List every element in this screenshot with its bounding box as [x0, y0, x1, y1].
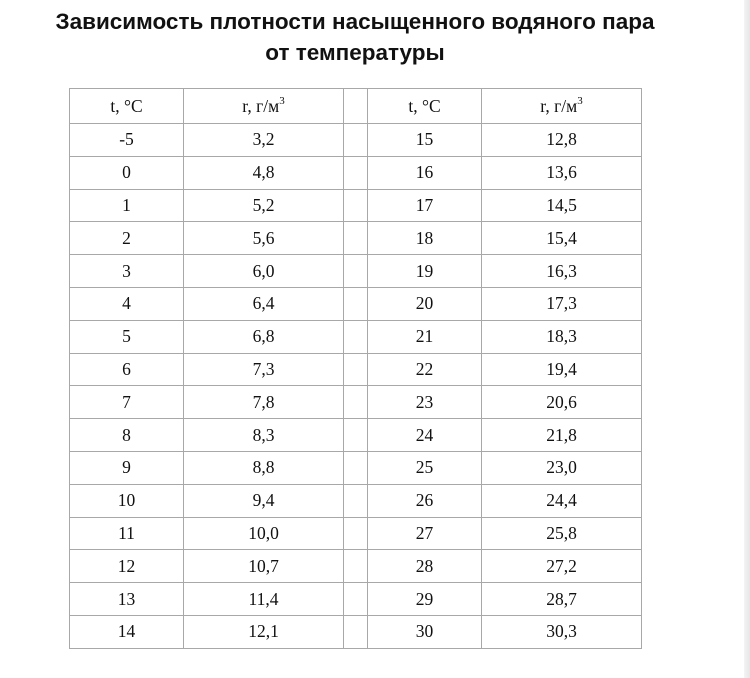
table-row: [70, 451, 642, 484]
temperature-cell: 18: [368, 222, 482, 255]
column-gap: [344, 320, 368, 353]
density-cell: 8,3: [184, 419, 344, 452]
density-cell: 13,6: [482, 156, 642, 189]
temperature-cell: 19: [368, 255, 482, 288]
column-gap: [344, 222, 368, 255]
temperature-cell: 16: [368, 156, 482, 189]
header-density-left: r, $г/м^3$: [184, 89, 344, 124]
density-cell: 16,3: [482, 255, 642, 288]
temperature-cell: 3: [70, 255, 184, 288]
temperature-cell: 5: [70, 320, 184, 353]
column-gap: [344, 189, 368, 222]
density-cell: 24,4: [482, 484, 642, 517]
density-cell: 17,3: [482, 287, 642, 320]
table-body: [70, 124, 642, 649]
temperature-cell: 17: [368, 189, 482, 222]
temperature-cell: 12: [70, 550, 184, 583]
temperature-cell: 30: [368, 615, 482, 648]
density-cell: 27,2: [482, 550, 642, 583]
density-cell: 20,6: [482, 386, 642, 419]
density-cell: 6,8: [184, 320, 344, 353]
density-cell: 15,4: [482, 222, 642, 255]
density-cell: 18,3: [482, 320, 642, 353]
density-cell: 10,7: [184, 550, 344, 583]
table-row: [70, 222, 642, 255]
table-row: [70, 419, 642, 452]
column-gap: [344, 517, 368, 550]
temperature-cell: 23: [368, 386, 482, 419]
column-gap: [344, 451, 368, 484]
header-density-right: r, $г/м^3$: [482, 89, 642, 124]
temperature-cell: 10: [70, 484, 184, 517]
column-gap: [344, 484, 368, 517]
temperature-cell: 21: [368, 320, 482, 353]
density-cell: 12,8: [482, 124, 642, 157]
temperature-cell: 26: [368, 484, 482, 517]
temperature-cell: 27: [368, 517, 482, 550]
temperature-cell: 14: [70, 615, 184, 648]
column-gap: [344, 89, 368, 124]
table-row: [70, 353, 642, 386]
column-gap: [344, 353, 368, 386]
temperature-cell: 25: [368, 451, 482, 484]
temperature-cell: 20: [368, 287, 482, 320]
density-cell: 9,4: [184, 484, 344, 517]
column-gap: [344, 287, 368, 320]
density-cell: 25,8: [482, 517, 642, 550]
density-cell: 5,2: [184, 189, 344, 222]
temperature-cell: 22: [368, 353, 482, 386]
temperature-cell: 0: [70, 156, 184, 189]
page-title: [0, 6, 710, 68]
column-gap: [344, 550, 368, 583]
temperature-cell: 7: [70, 386, 184, 419]
density-cell: 23,0: [482, 451, 642, 484]
table-row: [70, 189, 642, 222]
density-cell: 6,4: [184, 287, 344, 320]
density-cell: 30,3: [482, 615, 642, 648]
density-cell: 28,7: [482, 583, 642, 616]
table-row: [70, 156, 642, 189]
density-cell: 7,3: [184, 353, 344, 386]
header-temperature-right: t, °C: [368, 89, 482, 124]
temperature-cell: 4: [70, 287, 184, 320]
density-cell: 12,1: [184, 615, 344, 648]
density-cell: 8,8: [184, 451, 344, 484]
density-cell: 19,4: [482, 353, 642, 386]
temperature-cell: 28: [368, 550, 482, 583]
density-cell: 3,2: [184, 124, 344, 157]
header-temperature-left: t, °C: [70, 89, 184, 124]
column-gap: [344, 124, 368, 157]
table-row: [70, 287, 642, 320]
temperature-cell: 24: [368, 419, 482, 452]
density-cell: 10,0: [184, 517, 344, 550]
density-table: [69, 88, 642, 649]
temperature-cell: 1: [70, 189, 184, 222]
column-gap: [344, 386, 368, 419]
table-row: [70, 615, 642, 648]
temperature-cell: 11: [70, 517, 184, 550]
table-row: [70, 517, 642, 550]
temperature-cell: 6: [70, 353, 184, 386]
density-cell: 5,6: [184, 222, 344, 255]
temperature-cell: 15: [368, 124, 482, 157]
temperature-cell: 8: [70, 419, 184, 452]
column-gap: [344, 156, 368, 189]
table-row: [70, 124, 642, 157]
table-row: [70, 386, 642, 419]
column-gap: [344, 255, 368, 288]
temperature-cell: 9: [70, 451, 184, 484]
density-cell: 7,8: [184, 386, 344, 419]
temperature-cell: 29: [368, 583, 482, 616]
column-gap: [344, 419, 368, 452]
temperature-cell: 13: [70, 583, 184, 616]
density-cell: 21,8: [482, 419, 642, 452]
temperature-cell: -5: [70, 124, 184, 157]
density-cell: 11,4: [184, 583, 344, 616]
density-cell: 4,8: [184, 156, 344, 189]
table-row: [70, 255, 642, 288]
table-row: [70, 484, 642, 517]
temperature-cell: 2: [70, 222, 184, 255]
density-cell: 6,0: [184, 255, 344, 288]
page-edge-shadow: [744, 0, 750, 678]
table-row: [70, 583, 642, 616]
column-gap: [344, 615, 368, 648]
title-line-1: Зависимость плотности насыщенного водяного пара: [55, 9, 655, 34]
density-cell: 14,5: [482, 189, 642, 222]
table-row: [70, 320, 642, 353]
table-header-row: [70, 89, 642, 124]
column-gap: [344, 583, 368, 616]
table-row: [70, 550, 642, 583]
title-line-2: от температуры: [265, 40, 445, 65]
